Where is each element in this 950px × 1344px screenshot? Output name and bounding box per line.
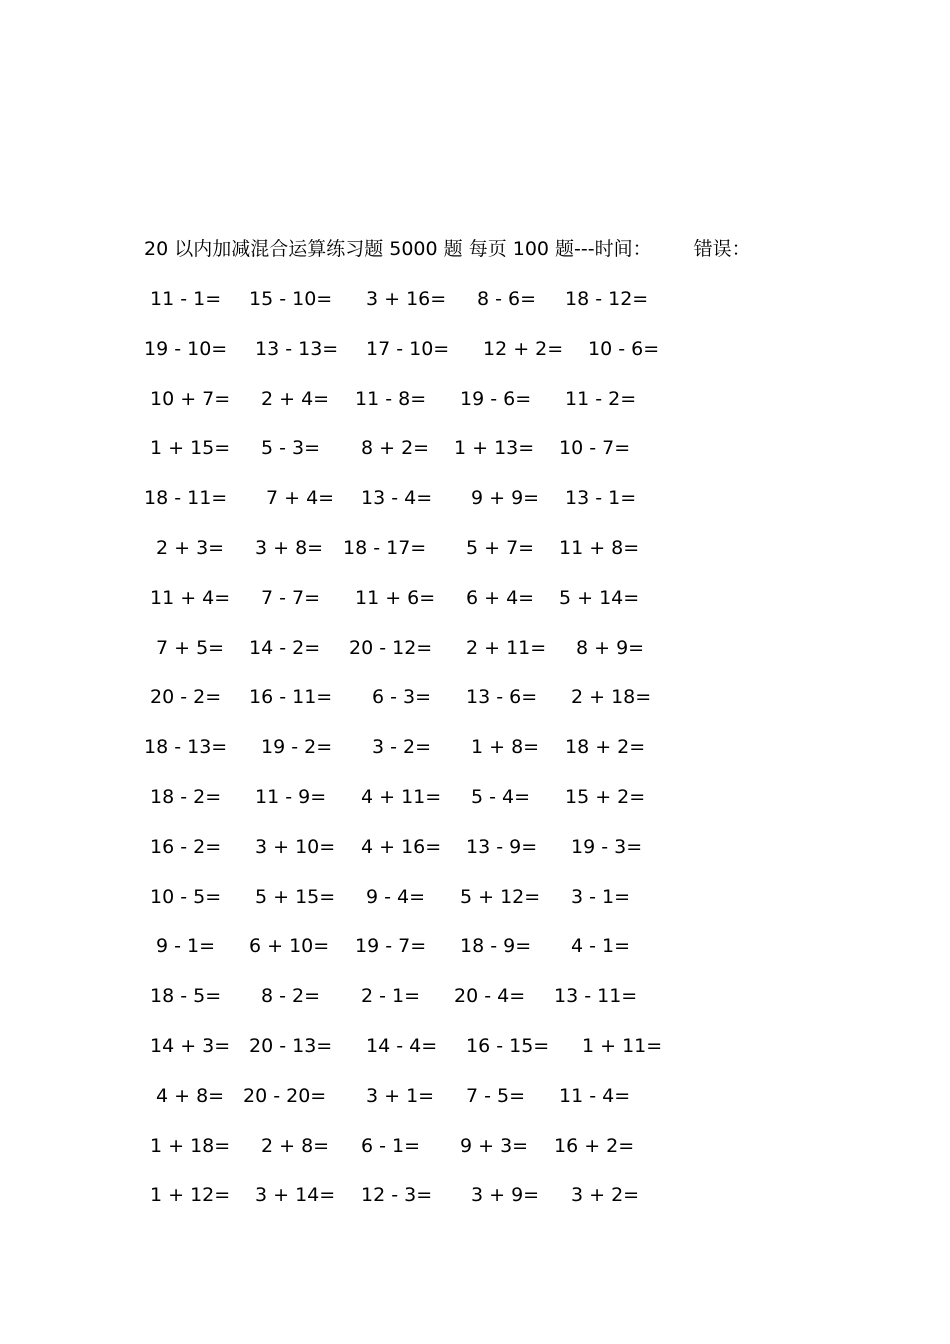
problem-cell: 5 + 15= [255, 885, 336, 908]
problem-row [0, 485, 950, 511]
problem-cell: 10 - 5= [150, 885, 222, 908]
problem-cell: 14 - 2= [249, 636, 321, 659]
problem-cell: 9 - 4= [366, 885, 426, 908]
problem-cell: 3 + 1= [366, 1084, 435, 1107]
problem-cell: 10 - 7= [559, 437, 631, 460]
problem-cell: 18 - 2= [150, 786, 222, 808]
problem-cell: 18 - 12= [565, 288, 649, 310]
problem-row [0, 734, 950, 760]
problem-cell: 6 + 4= [466, 586, 535, 609]
problem-row [0, 933, 950, 959]
problem-cell: 19 - 6= [460, 387, 532, 410]
problem-cell: 19 - 3= [571, 835, 643, 858]
problem-cell: 13 - 9= [466, 835, 538, 858]
problem-row [0, 336, 950, 362]
problem-cell: 18 - 9= [460, 935, 532, 958]
problem-cell: 4 + 8= [156, 1084, 225, 1107]
problem-cell: 10 + 7= [150, 387, 231, 410]
worksheet-header [144, 236, 751, 262]
problem-cell: 11 - 1= [150, 288, 222, 310]
problem-cell: 7 - 7= [261, 586, 321, 609]
problem-cell: 3 + 2= [571, 1184, 640, 1207]
problem-row [0, 435, 950, 461]
problem-cell: 1 + 11= [582, 1035, 663, 1057]
problem-row [0, 884, 950, 910]
worksheet-title: 20 以内加减混合运算练习题 5000 题 每页 100 题---时间： [144, 238, 652, 260]
problem-cell: 13 - 11= [554, 985, 638, 1008]
problem-cell: 19 - 7= [355, 935, 427, 958]
problem-cell: 2 + 11= [466, 636, 547, 659]
problem-cell: 8 - 2= [261, 985, 321, 1008]
problem-cell: 20 - 2= [150, 686, 222, 709]
problem-cell: 2 + 4= [261, 387, 330, 410]
problem-cell: 7 - 5= [466, 1084, 526, 1107]
problem-cell: 11 - 9= [255, 786, 327, 808]
problem-row [0, 1182, 950, 1208]
problem-cell: 11 + 6= [355, 586, 436, 609]
problem-row [0, 684, 950, 710]
problem-cell: 1 + 12= [150, 1184, 231, 1207]
problem-cell: 13 - 4= [361, 487, 433, 510]
problem-cell: 18 - 17= [343, 537, 427, 559]
problem-cell: 5 - 4= [471, 786, 531, 808]
problem-row [0, 286, 950, 312]
problem-row [0, 535, 950, 561]
problem-cell: 2 + 8= [261, 1134, 330, 1157]
problem-row [0, 585, 950, 611]
problem-row [0, 635, 950, 661]
problem-cell: 18 - 5= [150, 985, 222, 1008]
problem-cell: 20 - 4= [454, 985, 526, 1008]
problem-cell: 20 - 20= [243, 1084, 327, 1107]
problem-cell: 5 - 3= [261, 437, 321, 460]
problem-cell: 1 + 15= [150, 437, 231, 460]
problem-cell: 11 - 2= [565, 387, 637, 410]
problem-cell: 3 + 16= [366, 288, 447, 310]
problem-cell: 3 - 1= [571, 885, 631, 908]
problem-cell: 4 + 16= [361, 835, 442, 858]
problem-cell: 10 - 6= [588, 337, 660, 360]
problem-cell: 6 + 10= [249, 935, 330, 958]
problem-cell: 7 + 5= [156, 636, 225, 659]
problem-row [0, 386, 950, 412]
problem-cell: 11 - 8= [355, 387, 427, 410]
problem-cell: 13 - 13= [255, 337, 339, 360]
problem-cell: 2 - 1= [361, 985, 421, 1008]
problem-cell: 14 - 4= [366, 1035, 438, 1057]
problem-cell: 15 + 2= [565, 786, 646, 808]
problem-cell: 8 - 6= [477, 288, 537, 310]
problem-cell: 2 + 18= [571, 686, 652, 709]
problem-cell: 17 - 10= [366, 337, 450, 360]
problem-cell: 8 + 9= [576, 636, 645, 659]
problem-cell: 3 - 2= [372, 736, 432, 759]
problem-cell: 13 - 1= [565, 487, 637, 510]
problem-row [0, 1033, 950, 1059]
problem-cell: 18 + 2= [565, 736, 646, 759]
problem-cell: 6 - 3= [372, 686, 432, 709]
problem-cell: 16 + 2= [554, 1134, 635, 1157]
problem-row [0, 784, 950, 810]
errors-label: 错误： [693, 238, 751, 260]
problem-cell: 20 - 13= [249, 1035, 333, 1057]
problem-cell: 12 - 3= [361, 1184, 433, 1207]
problem-cell: 16 - 2= [150, 835, 222, 858]
problem-cell: 11 + 4= [150, 586, 231, 609]
problem-cell: 18 - 11= [144, 487, 228, 510]
problem-cell: 5 + 12= [460, 885, 541, 908]
problem-cell: 7 + 4= [266, 487, 335, 510]
problem-cell: 11 + 8= [559, 537, 640, 559]
problem-cell: 13 - 6= [466, 686, 538, 709]
problem-cell: 4 - 1= [571, 935, 631, 958]
problem-cell: 16 - 11= [249, 686, 333, 709]
problem-cell: 9 + 9= [471, 487, 540, 510]
problem-row [0, 834, 950, 860]
problem-cell: 5 + 14= [559, 586, 640, 609]
problem-row [0, 1133, 950, 1159]
problem-row [0, 983, 950, 1009]
problem-cell: 1 + 8= [471, 736, 540, 759]
problem-cell: 16 - 15= [466, 1035, 550, 1057]
problem-cell: 4 + 11= [361, 786, 442, 808]
problem-cell: 8 + 2= [361, 437, 430, 460]
problem-cell: 9 + 3= [460, 1134, 529, 1157]
problem-cell: 11 - 4= [559, 1084, 631, 1107]
problem-cell: 5 + 7= [466, 537, 535, 559]
problem-cell: 18 - 13= [144, 736, 228, 759]
problem-cell: 3 + 9= [471, 1184, 540, 1207]
problem-cell: 1 + 18= [150, 1134, 231, 1157]
problem-cell: 20 - 12= [349, 636, 433, 659]
problem-cell: 12 + 2= [483, 337, 564, 360]
problem-cell: 15 - 10= [249, 288, 333, 310]
problem-cell: 19 - 10= [144, 337, 228, 360]
problem-cell: 1 + 13= [454, 437, 535, 460]
problem-cell: 6 - 1= [361, 1134, 421, 1157]
problem-cell: 14 + 3= [150, 1035, 231, 1057]
problem-cell: 9 - 1= [156, 935, 216, 958]
problem-cell: 3 + 8= [255, 537, 324, 559]
problem-cell: 2 + 3= [156, 537, 225, 559]
problem-cell: 3 + 10= [255, 835, 336, 858]
problem-cell: 3 + 14= [255, 1184, 336, 1207]
problem-cell: 19 - 2= [261, 736, 333, 759]
problem-row [0, 1083, 950, 1109]
